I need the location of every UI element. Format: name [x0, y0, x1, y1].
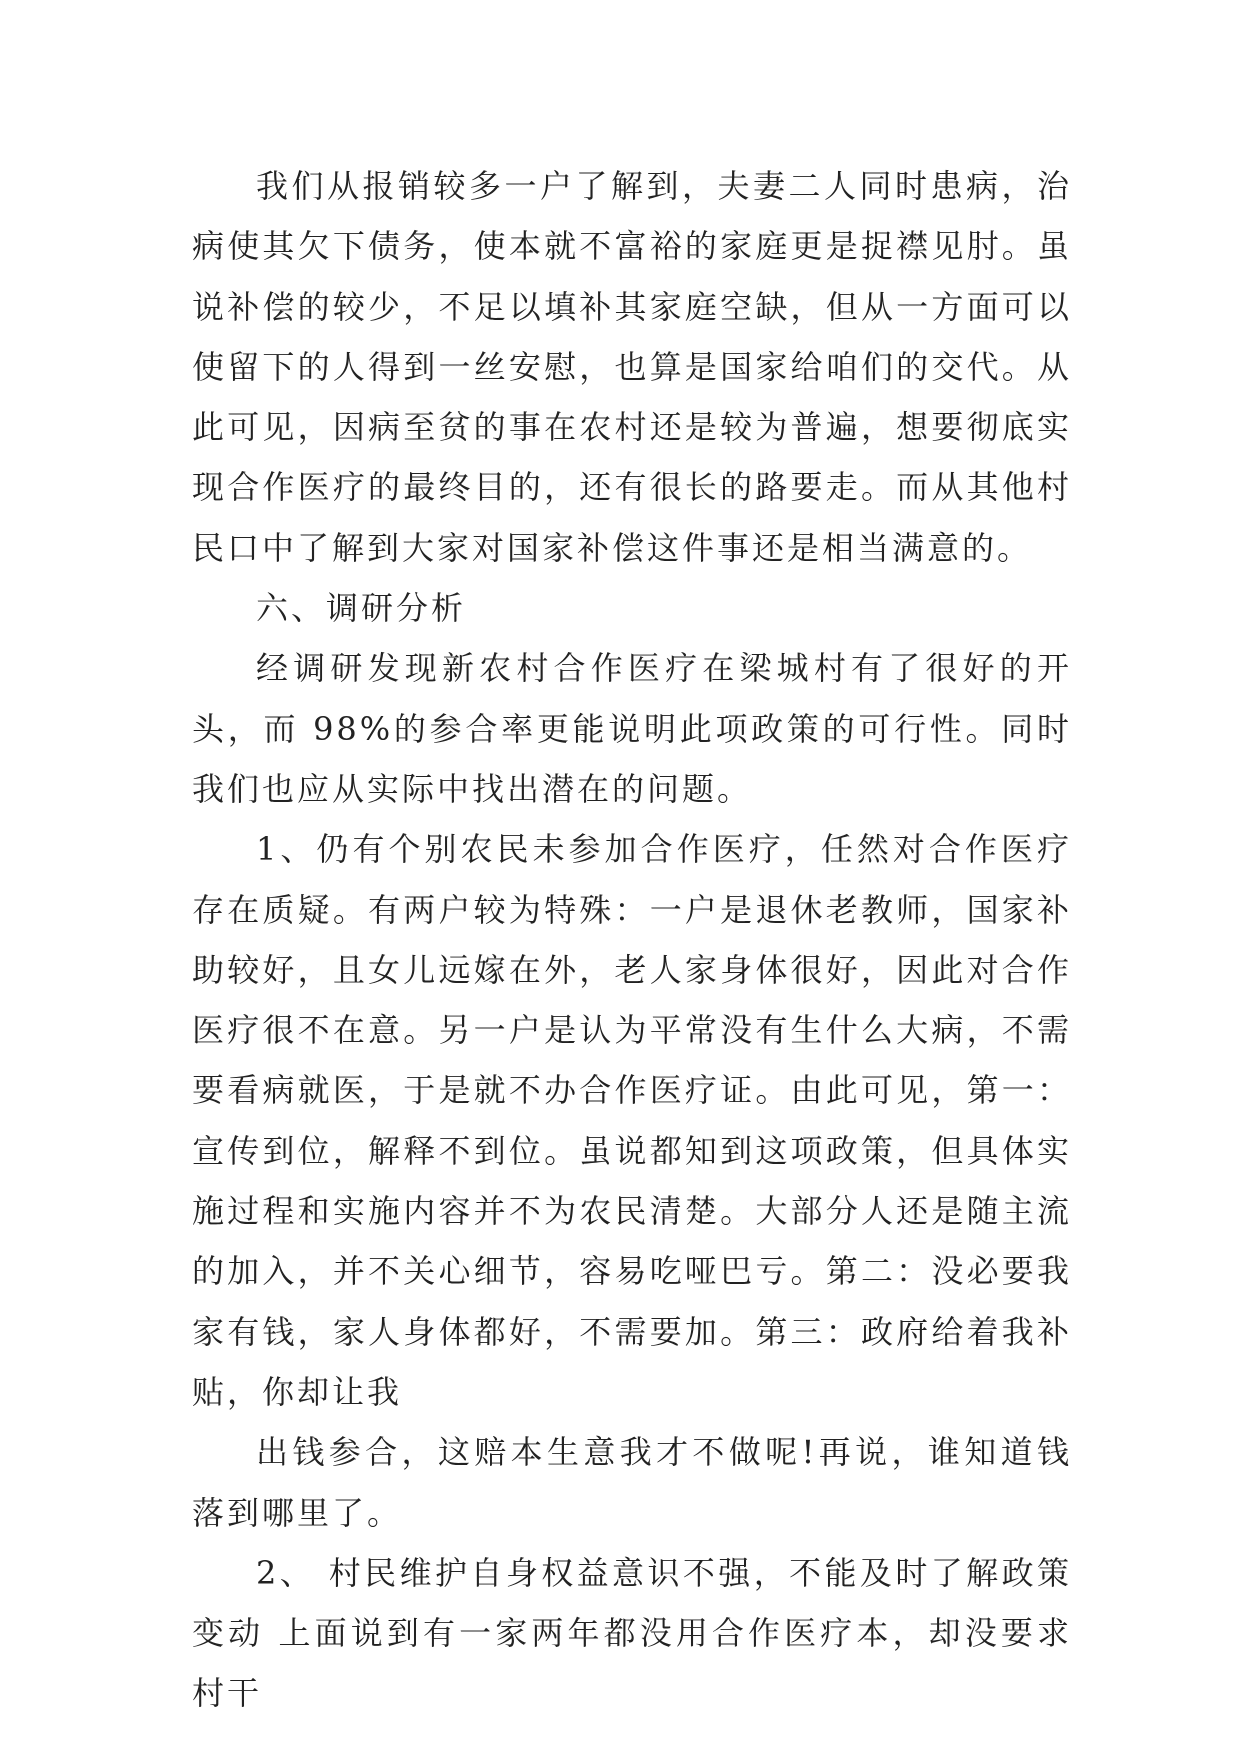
- paragraph-issue-2: 2、 村民维护自身权益意识不强，不能及时了解政策变动 上面说到有一家两年都没用合作医疗本，却没要求村干: [192, 1553, 1072, 1713]
- paragraph-research-findings: 经调研发现新农村合作医疗在梁城村有了很好的开头，而 98%的参合率更能说明此项政策的可行性。同时我们也应从实际中找出潜在的问题。: [192, 649, 1072, 808]
- paragraph-issue-1-continued: 出钱参合，这赔本生意我才不做呢!再说，谁知道钱落到哪里了。: [192, 1433, 1072, 1532]
- section-heading-research-analysis: 六、调研分析: [256, 589, 467, 628]
- paragraph-illness-poverty: 我们从报销较多一户了解到，夫妻二人同时患病，治病使其欠下债务，使本就不富裕的家庭更是捉襟见肘。虽说补偿的较少，不足以填补其家庭空缺，但从一方面可以使留下的人得到一丝安慰，也算是国家给咱们的交代。从此可见，因病至贫的事在农村还是较为普遍，想要彻底实现合作医疗的最终目的，还有很长的路要走。而从其他村民口中了解到大家对国家补偿这件事还是相当满意的。: [192, 167, 1072, 567]
- paragraph-issue-1: 1、仍有个别农民未参加合作医疗，任然对合作医疗存在质疑。有两户较为特殊：一户是退休老教师，国家补助较好，且女儿远嫁在外，老人家身体很好，因此对合作医疗很不在意。另一户是认为平常没有生什么大病，不需要看病就医，于是就不办合作医疗证。由此可见，第一：宣传到位，解释不到位。虽说都知到这项政策，但具体实施过程和实施内容并不为农民清楚。大部分人还是随主流的加入，并不关心细节，容易吃哑巴亏。第二：没必要我家有钱，家人身体都好，不需要加。第三：政府给着我补贴，你却让我: [192, 830, 1072, 1411]
- document-page: [192, 156, 1072, 1724]
